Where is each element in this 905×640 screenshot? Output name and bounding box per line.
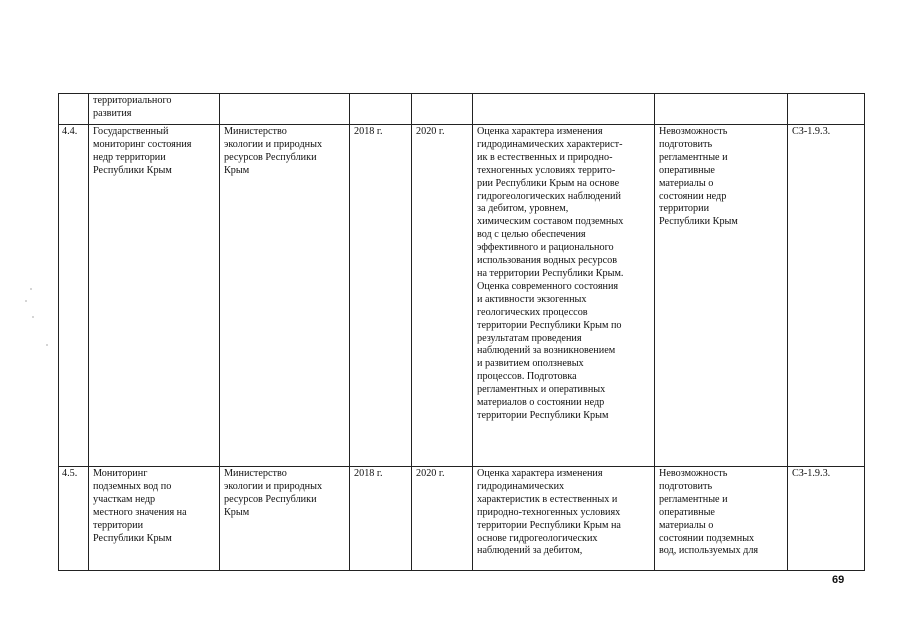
text-line: использования водных ресурсов [477,255,618,267]
text-line: экологии и природных [224,480,323,492]
text-line: оперативные [659,164,715,176]
text-line: Министерство [224,468,287,479]
text-line: территории Республики Крым по [477,319,622,331]
text-line: материалы о [659,519,714,531]
cell-executor [220,125,350,467]
text-line: ресурсов Республики [224,151,317,163]
cell-name [89,467,220,571]
cell-consequence [655,94,788,125]
text-line: развития [93,107,132,119]
cell-end [412,94,473,125]
text-line: участкам недр [93,493,156,505]
cell-end: 2020 г. [412,467,473,571]
text-line: на территории Республики Крым. [477,267,624,279]
text-line: техногенных условиях террито- [477,164,616,176]
table-row [59,467,865,571]
cell-name [89,94,220,125]
cell-code [788,94,865,125]
text-line: регламентные и [659,151,728,163]
text-line: оперативные [659,506,715,518]
text-line: Мониторинг [93,468,148,479]
text-line: химическим составом подземных [477,216,624,228]
text-line: Республики Крым [659,216,738,228]
text-line: местного значения на [93,506,187,518]
cell-start: 2018 г. [350,467,412,571]
cell-result [473,125,655,467]
cell-consequence [655,467,788,571]
text-line: рии Республики Крым на основе [477,177,620,189]
cell-result [473,94,655,125]
text-line: Крым [224,506,250,518]
cell-code: СЗ-1.9.3. [788,125,865,467]
text-line: подготовить [659,480,713,492]
cell-end: 2020 г. [412,125,473,467]
text-line: и активности экзогенных [477,293,587,305]
text-line: территориального [93,95,172,106]
text-line: мониторинг состояния [93,138,192,150]
text-line: Оценка современного состояния [477,280,619,292]
text-line: регламентные и [659,493,728,505]
text-line: экологии и природных [224,138,323,150]
text-line: ик в естественных и природно- [477,151,613,163]
text-line: Крым [224,164,250,176]
text-line: ресурсов Республики [224,493,317,505]
cell-num [59,94,89,125]
text-line: территории [659,203,710,215]
text-line: Оценка характера изменения [477,126,603,137]
text-line: Оценка характера изменения [477,468,603,479]
text-line: территории [93,519,144,531]
text-line: вод с целью обеспечения [477,229,586,241]
text-line: материалов о состоянии недр [477,397,605,409]
cell-executor [220,94,350,125]
text-line: наблюдений за возникновением [477,345,616,357]
cell-num: 4.4. [59,125,89,467]
text-line: природно-техногенных условиях [477,506,621,518]
table-row-continuation [59,94,865,125]
text-line: геологических процессов [477,306,588,318]
table-row [59,125,865,467]
text-line: Республики Крым [93,164,172,176]
text-line: территории Республики Крым [477,409,609,421]
cell-name [89,125,220,467]
cell-consequence [655,125,788,467]
text-line: гидродинамических характерист- [477,138,623,150]
text-line: характеристик в естественных и [477,493,618,505]
scan-speck [32,316,34,318]
text-line: Государственный [93,126,169,137]
scan-speck [30,288,32,290]
text-line: наблюдений за дебитом, [477,545,583,557]
text-line: подготовить [659,138,713,150]
text-line: Невозможность [659,126,728,137]
cell-num: 4.5. [59,467,89,571]
text-line: состоянии подземных [659,532,755,544]
cell-result [473,467,655,571]
text-line: эффективного и рационального [477,242,614,254]
text-line: основе гидрогеологических [477,532,598,544]
scan-speck [25,300,27,302]
text-line: Министерство [224,126,287,137]
cell-executor [220,467,350,571]
cell-start [350,94,412,125]
text-line: Республики Крым [93,532,172,544]
text-line: территории Республики Крым на [477,519,621,531]
text-line: состоянии недр [659,190,727,202]
text-line: материалы о [659,177,714,189]
program-table [58,93,865,571]
text-line: и развитием оползневых [477,358,584,370]
page-number: 69 [832,574,845,586]
text-line: подземных вод по [93,480,172,492]
text-line: гидрогеологических наблюдений [477,190,621,202]
text-line: гидродинамических [477,480,565,492]
text-line: недр территории [93,151,166,163]
scan-speck [46,344,48,346]
text-line: Невозможность [659,468,728,479]
text-line: результатам проведения [477,332,582,344]
text-line: регламентных и оперативных [477,384,606,396]
cell-code: СЗ-1.9.3. [788,467,865,571]
text-line: за дебитом, уровнем, [477,203,569,215]
text-line: процессов. Подготовка [477,371,577,383]
text-line: вод, используемых для [659,545,759,557]
cell-start: 2018 г. [350,125,412,467]
